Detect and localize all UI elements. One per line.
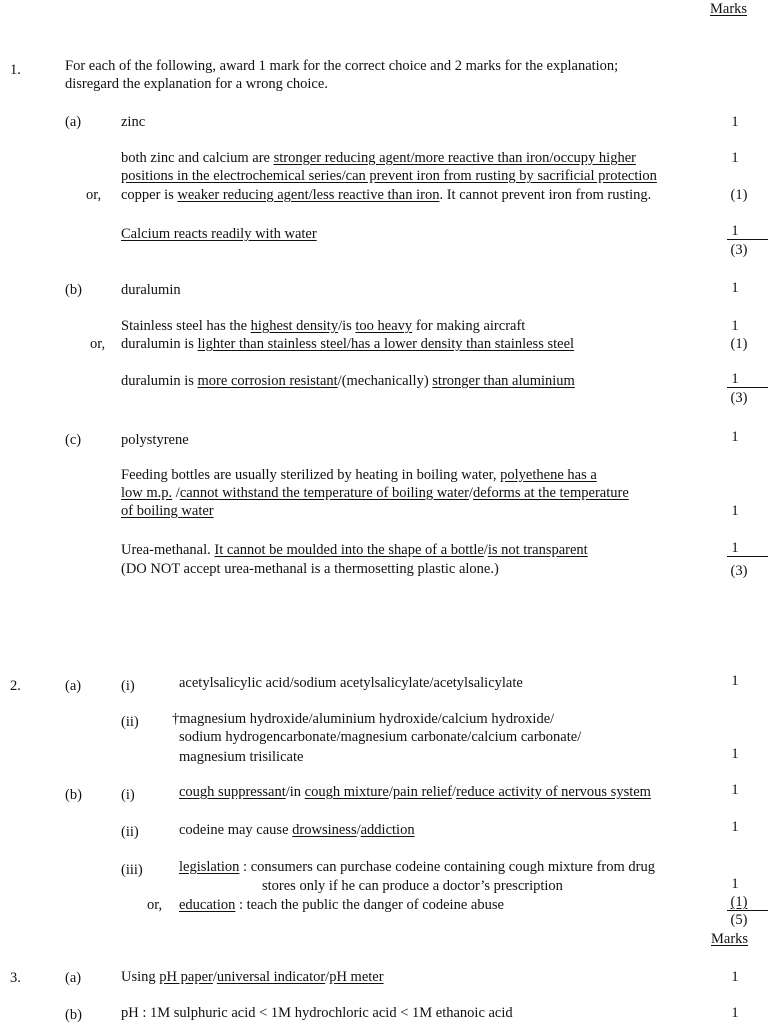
q1b-choice-mark: 1 [731, 280, 739, 296]
q2b-label: (b) [65, 787, 82, 803]
q1b-corrosion-line: duralumin is more corrosion resistant/(mechanically) stronger than aluminium [121, 373, 575, 389]
q2b-iii-mark: 1 [731, 876, 739, 892]
q3b-label: (b) [65, 1007, 82, 1023]
q1a-calcium-line: Calcium reacts readily with water [121, 226, 317, 242]
q1a-expl-line1: both zinc and calcium are stronger reducing agent/more reactive than iron/occupy higher [121, 150, 636, 166]
q1c-expl-line1: Feeding bottles are usually sterilized by heating in boiling water, polyethene has a [121, 467, 597, 483]
q1a-total: (3) [730, 242, 748, 258]
q2a-i-text: acetylsalicylic acid/sodium acetylsalicylate/acetylsalicylate [179, 675, 523, 691]
marks-heading: Marks [710, 1, 748, 17]
q2b-iii-line2: stores only if he can produce a doctor’s prescription [262, 878, 563, 894]
q1a-alt-mark: (1) [730, 187, 748, 203]
q2b-or: or, [147, 897, 163, 913]
q1b-choice: duralumin [121, 282, 181, 298]
q2b-iii-alt-line: education : teach the public the danger of codeine abuse [179, 897, 504, 913]
q1c-total: (3) [730, 563, 748, 579]
q1c-urea-line: Urea-methanal. It cannot be moulded into the shape of a bottle/is not transparent [121, 542, 588, 558]
q2b-iii-line1: legislation : consumers can purchase codeine containing cough mixture from drug [179, 859, 655, 875]
q2a-ii-mark: 1 [731, 746, 739, 762]
q2b-ii-text: codeine may cause drowsiness/addiction [179, 822, 415, 838]
q1a-choice-mark: 1 [731, 114, 739, 130]
q2-total: (5) [730, 912, 748, 928]
marks-heading-2: Marks [711, 931, 749, 947]
q1c-urea-mark: 1 [731, 540, 739, 556]
q1c-choice-mark: 1 [731, 429, 739, 445]
q1b-alt-mark: (1) [730, 336, 748, 352]
q1b-total: (3) [730, 390, 748, 406]
q1a-expl-mark: 1 [731, 150, 739, 166]
q1-intro-line2: disregard the explanation for a wrong choice. [65, 76, 328, 92]
q2b-iii-label: (iii) [121, 862, 143, 878]
q1a-sum-line [727, 239, 768, 240]
q3a-mark: 1 [731, 969, 739, 985]
q2a-ii-line2: sodium hydrogencarbonate/magnesium carbonate/calcium carbonate/ [179, 729, 582, 745]
q1a-calcium-mark: 1 [731, 223, 739, 239]
q2b-ii-mark: 1 [731, 819, 739, 835]
q2-number: 2. [10, 678, 21, 694]
q2a-label: (a) [65, 678, 82, 694]
q1b-corrosion-mark: 1 [731, 371, 739, 387]
q1c-expl-line3: of boiling water [121, 503, 214, 519]
q3-number: 3. [10, 970, 21, 986]
q1b-expl-mark: 1 [731, 318, 739, 334]
q1b-label: (b) [65, 282, 82, 298]
q1a-or: or, [86, 187, 102, 203]
q2b-i-label: (i) [121, 787, 135, 803]
q3b-text: pH : 1M sulphuric acid < 1M hydrochloric acid < 1M ethanoic acid [121, 1005, 513, 1021]
q1c-note: (DO NOT accept urea-methanal is a thermosetting plastic alone.) [121, 561, 499, 577]
q2a-ii-line3: magnesium trisilicate [179, 749, 304, 765]
q3a-label: (a) [65, 970, 82, 986]
q2a-i-label: (i) [121, 678, 135, 694]
q1c-sum-line [727, 556, 768, 557]
q2-sum-line [727, 910, 768, 911]
q1b-expl-line1: Stainless steel has the highest density/is too heavy for making aircraft [121, 318, 526, 334]
q2b-i-text: cough suppressant/in cough mixture/pain relief/reduce activity of nervous system [179, 784, 651, 800]
q1c-expl-mark: 1 [731, 503, 739, 519]
q1-number: 1. [10, 62, 21, 78]
q1b-or: or, [90, 336, 106, 352]
q1c-choice: polystyrene [121, 432, 189, 448]
q1c-label: (c) [65, 432, 82, 448]
q1a-alt-line: copper is weaker reducing agent/less reactive than iron. It cannot prevent iron from rusting. [121, 187, 652, 203]
q2b-ii-label: (ii) [121, 824, 139, 840]
q2b-i-mark: 1 [731, 782, 739, 798]
q2a-ii-line1: †magnesium hydroxide/aluminium hydroxide/calcium hydroxide/ [172, 711, 555, 727]
q2a-ii-label: (ii) [121, 714, 139, 730]
q1a-label: (a) [65, 114, 82, 130]
q3a-text: Using pH paper/universal indicator/pH meter [121, 969, 384, 985]
q1a-expl-line2: positions in the electrochemical series/can prevent iron from rusting by sacrificial protection [121, 168, 657, 184]
q1b-alt-line: duralumin is lighter than stainless steel/has a lower density than stainless steel [121, 336, 575, 352]
q1-intro-line1: For each of the following, award 1 mark for the correct choice and 2 marks for the explanation; [65, 58, 619, 74]
q1b-sum-line [727, 387, 768, 388]
q1a-choice: zinc [121, 114, 146, 130]
q2a-i-mark: 1 [731, 673, 739, 689]
q1c-expl-line2: low m.p. /cannot withstand the temperature of boiling water/deforms at the temperature [121, 485, 629, 501]
q2b-iii-alt-mark: (1) [730, 894, 748, 910]
q3b-mark: 1 [731, 1005, 739, 1021]
